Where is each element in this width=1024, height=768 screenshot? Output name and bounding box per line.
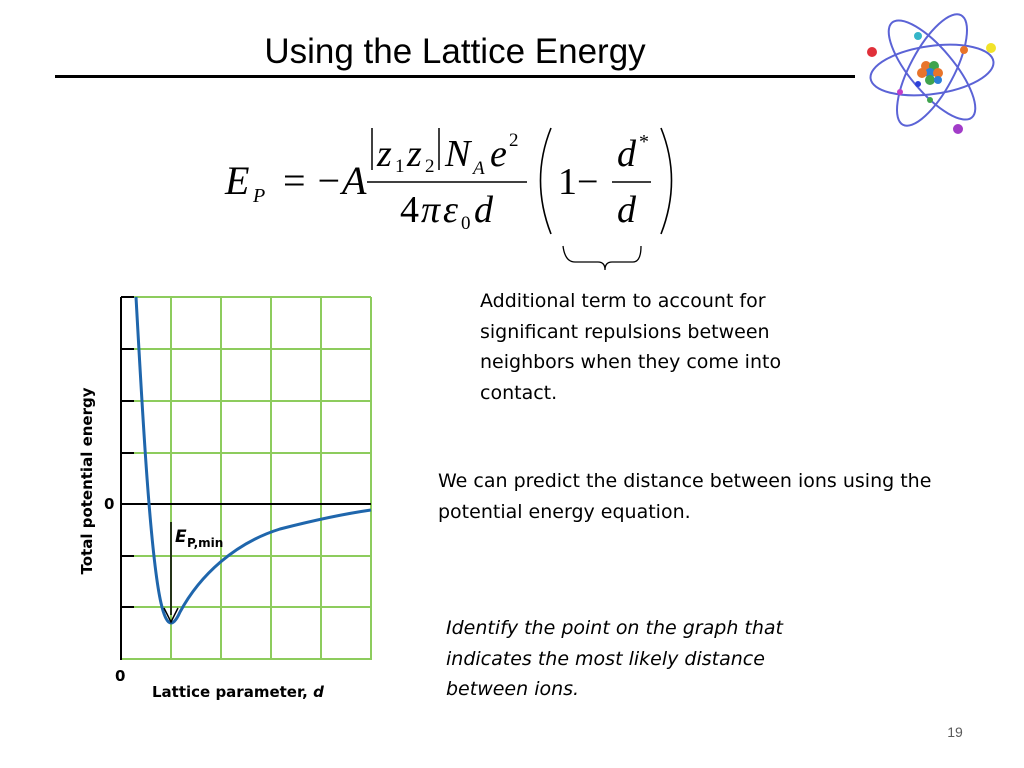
ep-min-label: E [175, 527, 187, 547]
eq-lhs-sub: P [253, 185, 266, 207]
eq-e-sup: 2 [509, 130, 519, 151]
title-underline [55, 75, 855, 78]
paren-left [541, 128, 552, 234]
eq-n: N [445, 133, 471, 175]
eq-z1: z [377, 133, 392, 175]
electron-green [927, 97, 933, 103]
eq-lhs: E [225, 158, 250, 203]
atom-logo [860, 8, 1010, 138]
lattice-energy-equation [215, 118, 705, 278]
repulsion-note-line: neighbors when they come into [480, 351, 782, 373]
repulsion-note [480, 286, 830, 408]
electron-orange [960, 46, 968, 54]
identify-question-line: indicates the most likely distance [446, 647, 765, 670]
ep-min-sub: P,min [187, 536, 224, 550]
eq-four: 4 [400, 189, 419, 231]
eq-den-d: d [474, 189, 493, 231]
repulsion-brace [563, 246, 641, 270]
electron-magenta [897, 89, 903, 95]
repulsion-note-line: contact. [480, 381, 558, 404]
eq-z2: z [407, 133, 422, 175]
eq-inner-d: d [617, 189, 636, 231]
page-number: 19 [947, 724, 963, 740]
eq-n-sub: A [473, 158, 485, 179]
identify-question [446, 613, 836, 705]
electron-purple [953, 124, 963, 134]
eq-z1-sub: 1 [395, 156, 405, 177]
repulsion-note-line: Additional term to account for [480, 290, 766, 312]
electron-red [867, 47, 877, 57]
electron-blue [915, 81, 921, 87]
predict-note-line: We can predict the distance between ions using the [438, 470, 932, 492]
x-axis-label-var: d [313, 683, 324, 701]
identify-question-line: between ions. [446, 678, 580, 700]
eq-pi: π [421, 189, 441, 231]
x-axis-label [152, 683, 324, 701]
electron-yellow [986, 43, 996, 53]
y-axis-label: Total potential energy [78, 387, 96, 575]
predict-note-line: potential energy equation. [438, 500, 691, 523]
potential-energy-graph [60, 285, 390, 705]
predict-note [438, 466, 998, 527]
eq-epsilon-sub: 0 [461, 213, 471, 234]
eq-minus-a: −A [315, 158, 367, 203]
eq-e: e [490, 133, 507, 175]
slide-title: Using the Lattice Energy [264, 32, 646, 71]
eq-z2-sub: 2 [425, 156, 435, 177]
nucleus [917, 61, 943, 85]
x-axis-label-text: Lattice parameter, [152, 683, 314, 701]
eq-one-minus: 1− [558, 161, 599, 203]
electron-teal [914, 32, 922, 40]
identify-question-line: Identify the point on the graph that [446, 617, 783, 639]
paren-right [661, 128, 672, 234]
graph-grid [121, 297, 371, 660]
y-zero-label: 0 [104, 495, 115, 513]
origin-label: 0 [115, 667, 126, 685]
eq-epsilon: ε [443, 189, 458, 231]
eq-dstar-sup: * [639, 131, 649, 153]
eq-equals: = [283, 158, 306, 203]
eq-dstar: d [617, 133, 636, 175]
graph-axes [121, 297, 371, 660]
repulsion-note-line: significant repulsions between [480, 320, 770, 343]
